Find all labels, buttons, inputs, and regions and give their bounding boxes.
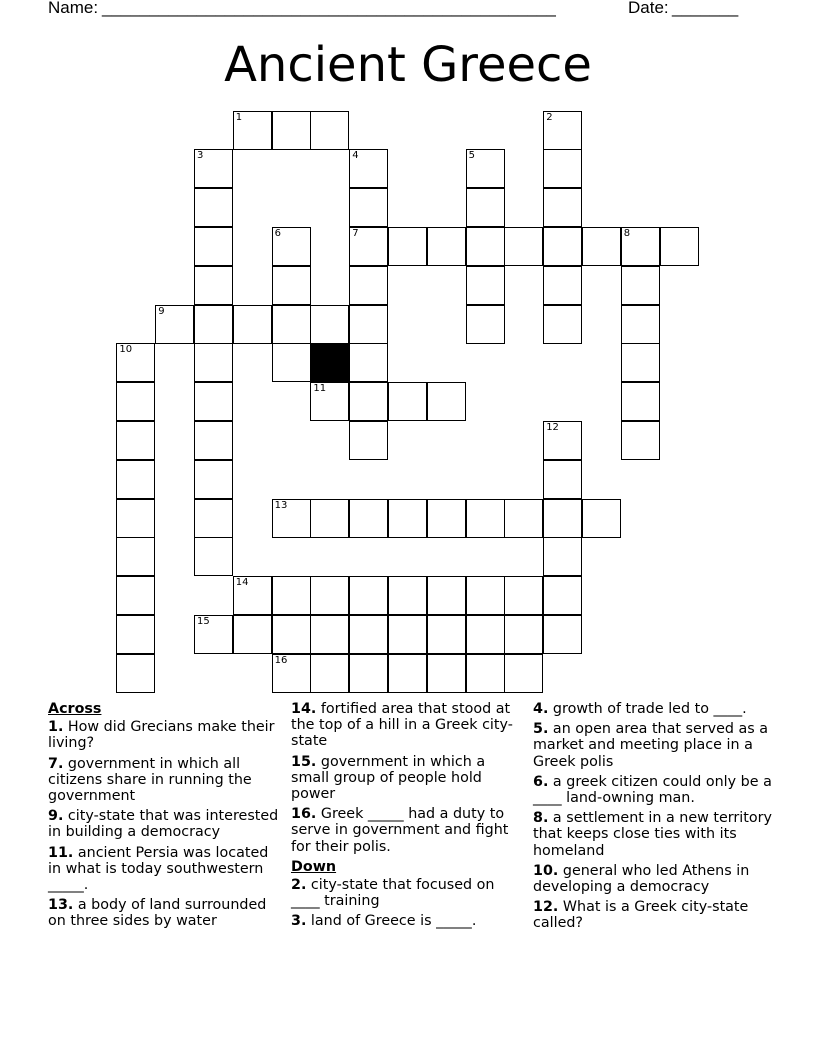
grid-cell[interactable] <box>194 305 233 344</box>
grid-cell[interactable] <box>116 654 155 693</box>
clue-item <box>291 806 521 855</box>
grid-cell[interactable] <box>504 615 543 654</box>
clue-number-label: 8. <box>533 810 549 827</box>
clue-number: 4 <box>352 150 359 162</box>
grid-cell[interactable] <box>272 305 311 344</box>
grid-cell[interactable] <box>543 149 582 188</box>
grid-cell[interactable] <box>466 305 505 344</box>
grid-cell[interactable] <box>388 227 427 266</box>
grid-cell[interactable] <box>349 305 388 344</box>
grid-cell[interactable] <box>116 382 155 421</box>
clue-item <box>48 897 280 929</box>
grid-cell[interactable] <box>543 537 582 576</box>
clue-text: city-state that was interested in building a democracy <box>48 808 279 841</box>
grid-cell[interactable] <box>582 227 621 266</box>
grid-cell[interactable] <box>543 615 582 654</box>
grid-cell[interactable] <box>427 227 466 266</box>
clue-item <box>533 863 773 895</box>
across-heading: Across <box>48 701 102 717</box>
grid-cell[interactable] <box>116 537 155 576</box>
grid-cell[interactable] <box>543 266 582 305</box>
grid-cell[interactable] <box>427 654 466 693</box>
grid-cell[interactable] <box>466 149 505 188</box>
clue-number: 10 <box>119 344 133 356</box>
clue-number: 7 <box>352 228 359 239</box>
grid-cell[interactable] <box>388 576 427 615</box>
grid-cell[interactable] <box>310 305 349 344</box>
grid-cell[interactable] <box>272 227 311 266</box>
clue-number: 13 <box>274 499 288 511</box>
clue-item <box>533 774 773 806</box>
grid-cell[interactable] <box>349 343 388 382</box>
clues-column-3 <box>533 701 773 936</box>
clue-number: 1 <box>235 111 243 123</box>
clue-number-label: 14. <box>291 701 317 717</box>
grid-cell[interactable] <box>116 576 155 615</box>
grid-cell[interactable] <box>194 460 233 499</box>
grid-cell[interactable] <box>310 654 349 693</box>
clue-number: 16 <box>274 654 288 666</box>
grid-cell[interactable] <box>621 343 660 382</box>
grid-cell[interactable] <box>349 654 388 693</box>
grid-cell[interactable] <box>272 343 311 382</box>
grid-cell[interactable] <box>427 382 466 421</box>
grid-cell[interactable] <box>660 227 699 266</box>
grid-cell[interactable] <box>621 382 660 421</box>
grid-cell[interactable] <box>543 227 582 266</box>
grid-cell[interactable] <box>272 266 311 305</box>
grid-cell[interactable] <box>349 615 388 654</box>
grid-cell[interactable] <box>310 111 349 150</box>
clues-column-2 <box>291 701 521 934</box>
grid-cell[interactable] <box>272 654 311 693</box>
grid-cell[interactable] <box>466 499 505 538</box>
clue-text: How did Grecians make their living? <box>48 719 275 752</box>
grid-cell[interactable] <box>543 188 582 227</box>
grid-cell[interactable] <box>194 188 233 227</box>
clue-text: growth of trade led to ____. <box>548 701 747 717</box>
down-heading: Down <box>291 858 337 875</box>
grid-cell[interactable] <box>504 654 543 693</box>
grid-cell[interactable] <box>310 382 349 421</box>
grid-cell[interactable] <box>466 266 505 305</box>
clue-number-label: 16. <box>291 806 317 823</box>
grid-cell[interactable] <box>621 305 660 344</box>
clue-number-label: 12. <box>533 899 559 916</box>
clue-item <box>291 701 521 750</box>
clue-number-label: 1. <box>48 719 64 736</box>
clue-number: 2 <box>546 111 553 123</box>
grid-cell[interactable] <box>466 615 505 654</box>
grid-cell[interactable] <box>543 421 582 460</box>
grid-cell[interactable] <box>543 305 582 344</box>
grid-cell[interactable] <box>349 382 388 421</box>
grid-cell[interactable] <box>621 227 660 266</box>
blocked-cell <box>310 343 349 382</box>
grid-cell[interactable] <box>194 421 233 460</box>
grid-cell[interactable] <box>388 654 427 693</box>
grid-cell[interactable] <box>349 188 388 227</box>
grid-cell[interactable] <box>194 266 233 305</box>
clue-text: a greek citizen could only be a ____ land-owning man. <box>533 773 772 807</box>
grid-cell[interactable] <box>427 576 466 615</box>
grid-cell[interactable] <box>194 537 233 576</box>
grid-cell[interactable] <box>466 188 505 227</box>
grid-cell[interactable] <box>233 576 272 615</box>
grid-cell[interactable] <box>504 576 543 615</box>
grid-cell[interactable] <box>155 305 194 344</box>
clue-item <box>533 899 773 931</box>
grid-cell[interactable] <box>233 615 272 654</box>
clue-text: government in which all citizens share in running the government <box>48 755 252 805</box>
clue-text: a settlement in a new territory that keeps close ties with its homeland <box>533 810 772 859</box>
page-title: Ancient Greece <box>224 37 592 93</box>
grid-cell[interactable] <box>427 499 466 538</box>
grid-cell[interactable] <box>543 499 582 538</box>
grid-cell[interactable] <box>272 111 311 150</box>
clue-item <box>291 754 521 803</box>
clue-number-label: 7. <box>48 755 64 772</box>
grid-cell[interactable] <box>116 421 155 460</box>
clue-text: general who led Athens in developing a democracy <box>533 862 750 896</box>
grid-cell[interactable] <box>543 111 582 150</box>
grid-cell[interactable] <box>194 227 233 266</box>
clue-text: city-state that focused on ____ training <box>291 877 495 910</box>
clue-item <box>48 719 280 751</box>
clue-number-label: 13. <box>48 897 74 914</box>
clue-item <box>48 808 280 840</box>
clue-text: an open area that served as a market and meeting place in a Greek polis <box>533 721 769 770</box>
grid-cell[interactable] <box>427 615 466 654</box>
clue-number-label: 11. <box>48 844 74 861</box>
grid-cell[interactable] <box>582 499 621 538</box>
clue-number-label: 4. <box>533 701 549 717</box>
grid-cell[interactable] <box>194 149 233 188</box>
date-label: Date: <box>628 0 669 17</box>
clue-item <box>533 701 773 717</box>
clue-number: 8 <box>623 228 631 239</box>
clue-item <box>291 877 521 909</box>
clue-text: ancient Persia was located in what is today southwestern _____. <box>48 844 269 894</box>
grid-cell[interactable] <box>310 615 349 654</box>
name-field[interactable]: ________________________________________________ <box>102 0 556 17</box>
grid-cell[interactable] <box>272 499 311 538</box>
clue-number-label: 5. <box>533 721 549 738</box>
grid-cell[interactable] <box>310 576 349 615</box>
grid-cell[interactable] <box>388 382 427 421</box>
clue-number-label: 10. <box>533 862 559 879</box>
clue-text: government in which a small group of people hold power <box>291 753 486 803</box>
grid-cell[interactable] <box>621 266 660 305</box>
grid-cell[interactable] <box>233 305 272 344</box>
name-label: Name: <box>48 0 99 17</box>
grid-cell[interactable] <box>466 654 505 693</box>
clue-number: 15 <box>197 616 210 627</box>
clue-text: a body of land surrounded on three sides by water <box>48 897 267 930</box>
grid-cell[interactable] <box>194 382 233 421</box>
grid-cell[interactable] <box>116 499 155 538</box>
grid-cell[interactable] <box>233 111 272 150</box>
grid-cell[interactable] <box>116 343 155 382</box>
grid-cell[interactable] <box>194 499 233 538</box>
grid-cell[interactable] <box>621 421 660 460</box>
grid-cell[interactable] <box>194 615 233 654</box>
grid-cell[interactable] <box>116 460 155 499</box>
clue-number: 6 <box>274 228 281 239</box>
grid-cell[interactable] <box>388 615 427 654</box>
grid-cell[interactable] <box>388 499 427 538</box>
clue-number: 3 <box>197 150 204 162</box>
grid-cell[interactable] <box>349 421 388 460</box>
grid-cell[interactable] <box>349 227 388 266</box>
clue-number-label: 3. <box>291 913 307 930</box>
clue-number: 9 <box>158 305 165 317</box>
grid-cell[interactable] <box>349 576 388 615</box>
grid-cell[interactable] <box>194 343 233 382</box>
grid-cell[interactable] <box>504 499 543 538</box>
clue-item <box>533 810 773 859</box>
grid-cell[interactable] <box>310 499 349 538</box>
clue-text: Greek _____ had a duty to serve in government and fight for their polis. <box>291 806 509 855</box>
clue-item <box>48 756 280 805</box>
grid-cell[interactable] <box>272 615 311 654</box>
clue-item <box>48 845 280 894</box>
grid-cell[interactable] <box>349 149 388 188</box>
clue-number-label: 9. <box>48 808 64 825</box>
clue-number-label: 15. <box>291 753 317 770</box>
grid-cell[interactable] <box>272 576 311 615</box>
clue-text: What is a Greek city-state called? <box>533 899 749 932</box>
clue-number: 11 <box>313 383 327 395</box>
clue-item <box>533 721 773 770</box>
grid-cell[interactable] <box>116 615 155 654</box>
clues-column-1 <box>48 701 280 934</box>
grid-cell[interactable] <box>349 266 388 305</box>
grid-cell[interactable] <box>504 227 543 266</box>
grid-cell[interactable] <box>543 576 582 615</box>
clue-number: 5 <box>468 150 475 162</box>
clue-number: 12 <box>546 422 559 433</box>
clue-text: fortified area that stood at the top of a hill in a Greek city-state <box>291 701 513 750</box>
grid-cell[interactable] <box>543 460 582 499</box>
clue-number-label: 2. <box>291 877 307 894</box>
grid-cell[interactable] <box>466 576 505 615</box>
clue-item <box>291 913 521 929</box>
clue-text: land of Greece is _____. <box>306 913 477 930</box>
date-field[interactable]: _______ <box>672 0 739 17</box>
clue-number: 14 <box>235 577 249 589</box>
grid-cell[interactable] <box>466 227 505 266</box>
grid-cell[interactable] <box>349 499 388 538</box>
clue-number-label: 6. <box>533 773 549 790</box>
